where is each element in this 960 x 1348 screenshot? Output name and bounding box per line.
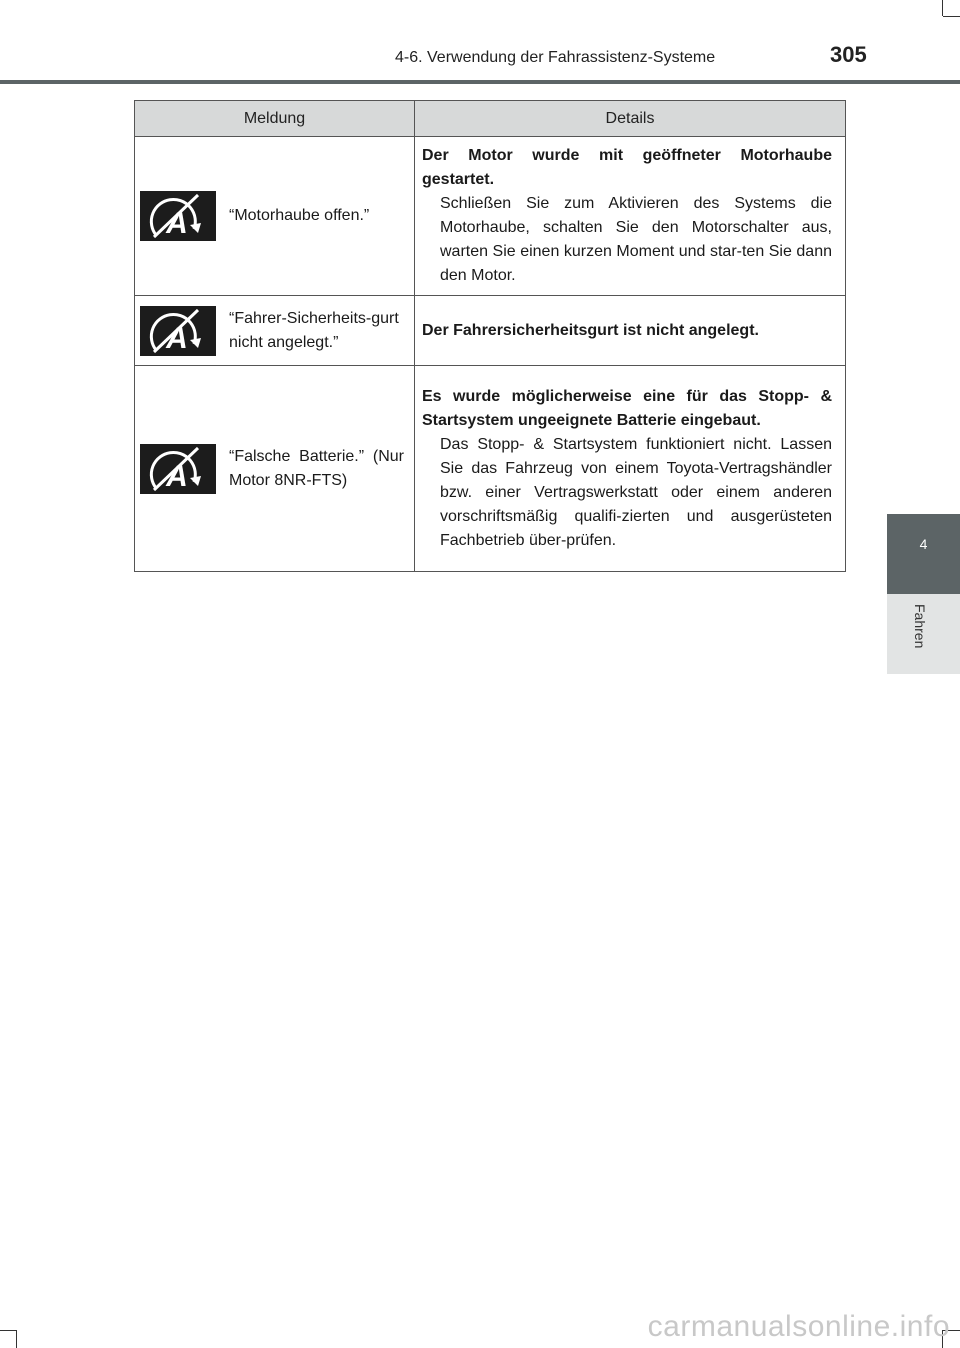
crop-mark — [943, 16, 960, 17]
message-cell — [135, 366, 415, 572]
page-number: 305 — [830, 42, 867, 67]
table-row — [135, 296, 846, 366]
message-table — [134, 100, 846, 572]
details-body: Schließen Sie zum Aktivieren des Systems die Motorhaube, schalten Sie den Motorschalter aus, warten Sie einen kurzen Moment und star-ten Sie dann den Motor. — [440, 195, 832, 284]
crop-mark — [0, 1330, 16, 1331]
section-title: 4-6. Verwendung der Fahrassistenz-Systeme — [395, 49, 716, 66]
stop-start-warning-icon — [140, 306, 216, 356]
message-text: “Motorhaube offen.” — [229, 207, 370, 224]
svg-text:A: A — [166, 321, 188, 355]
svg-text:A: A — [166, 207, 188, 240]
message-text: “Fahrer-Sicherheits-gurt nicht angelegt.” — [229, 309, 399, 351]
details-cell — [415, 137, 846, 296]
message-text: “Falsche Batterie.” (Nur Motor 8NR-FTS) — [229, 447, 404, 489]
column-header-message: Meldung — [135, 101, 415, 137]
details-body: Das Stopp- & Startsystem funktioniert nicht. Lassen Sie das Fahrzeug von einem Toyota-Vertragshändler bzw. einer Vertragswerkstatt oder einem anderen vorschriftsmäßig qualifi-zierten und ausgerüsteten Fachbetrieb über-prüfen. — [440, 435, 832, 549]
details-heading: Es wurde möglicherweise eine für das Stopp- & Startsystem ungeeignete Batterie eingebaut. — [422, 387, 832, 429]
chapter-number: 4 — [919, 536, 928, 552]
message-cell — [135, 296, 415, 366]
table-header-row — [135, 101, 846, 137]
svg-text:A: A — [166, 459, 188, 493]
details-heading: Der Motor wurde mit geöffneter Motorhaube gestartet. — [422, 147, 832, 188]
column-header-details: Details — [415, 101, 846, 137]
header-rule — [0, 80, 960, 84]
chapter-tab — [887, 514, 960, 594]
details-heading: Der Fahrersicherheitsgurt ist nicht angelegt. — [422, 321, 759, 339]
details-cell — [415, 366, 846, 572]
chapter-label: Fahren — [912, 604, 928, 649]
crop-mark — [16, 1330, 17, 1348]
crop-mark — [942, 0, 943, 16]
table-row — [135, 137, 846, 296]
details-cell — [415, 296, 846, 366]
watermark: carmanualsonline.info — [647, 1310, 950, 1343]
stop-start-warning-icon — [140, 444, 216, 494]
message-cell — [135, 137, 415, 296]
table-row — [135, 366, 846, 572]
stop-start-warning-icon — [140, 191, 216, 241]
